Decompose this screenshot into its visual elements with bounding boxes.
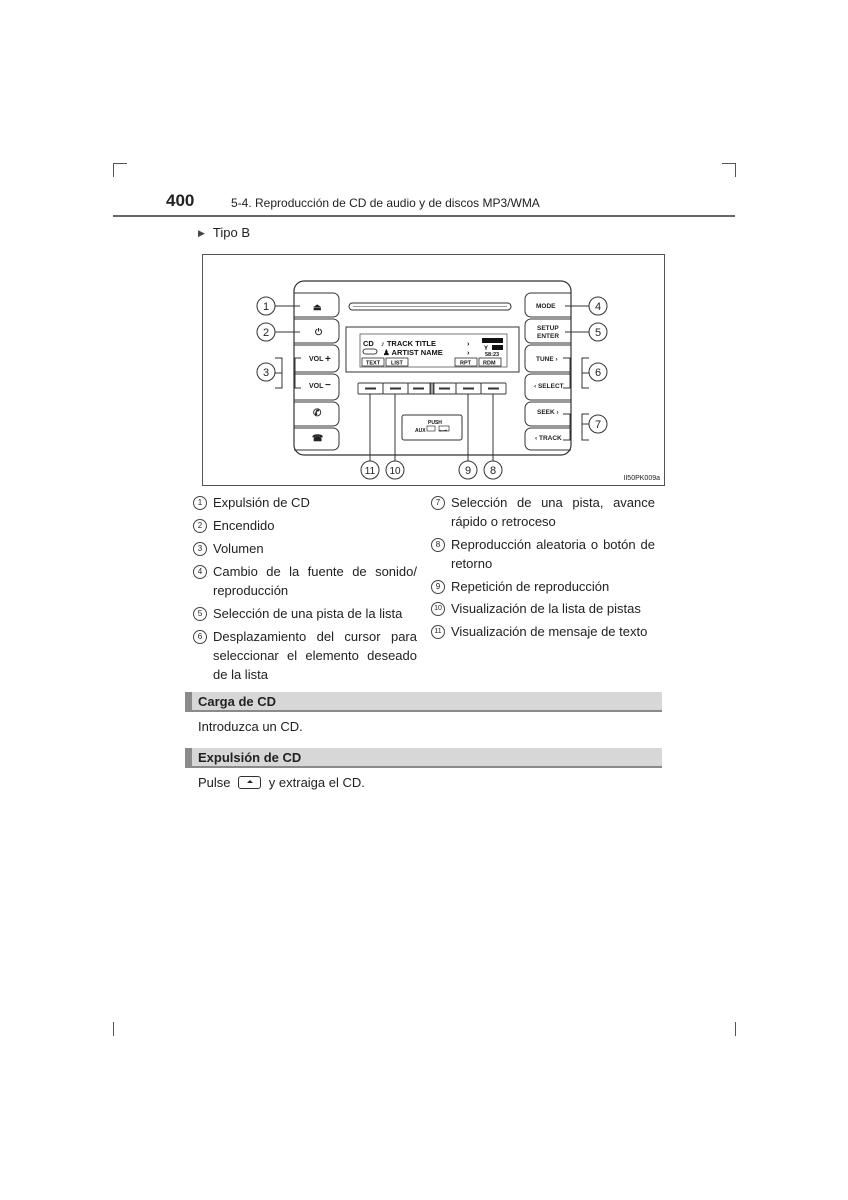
svg-text:⏻: ⏻: [315, 327, 323, 337]
svg-text:1: 1: [262, 301, 270, 313]
svg-text:4: 4: [594, 301, 602, 313]
legend-text: Reproducción aleatoria o botón de retorno: [451, 537, 655, 571]
crop-mark: [113, 163, 114, 177]
section-heading-expulsion: [185, 748, 662, 768]
body-text-after: y extraiga el CD.: [268, 775, 365, 790]
svg-text:6: 6: [594, 367, 602, 379]
triangle-bullet-icon: ▶: [198, 228, 205, 238]
legend-text: Encendido: [213, 518, 275, 533]
svg-text:Y: Y: [484, 346, 489, 352]
crop-mark: [735, 163, 736, 177]
legend-text: Visualización de la lista de pistas: [451, 601, 641, 616]
legend-text: Desplazamiento del cursor para seleccionar el elemento deseado de la lista: [213, 629, 417, 682]
svg-text:VOL: VOL: [309, 383, 324, 390]
svg-text:−: −: [325, 380, 331, 391]
section-body: Introduzca un CD.: [198, 719, 303, 734]
section-body: [198, 775, 365, 790]
legend-text: Repetición de reproducción: [451, 579, 610, 594]
legend-text: Selección de una pista, avance rápido o retroceso: [451, 495, 655, 529]
display-line1: ♪ TRACK TITLE: [381, 339, 436, 348]
radio-illustration: [203, 255, 664, 485]
svg-text:›: ›: [467, 348, 470, 357]
callout-number: 8: [431, 538, 445, 552]
svg-text:✆: ✆: [313, 408, 322, 419]
svg-text:+: +: [325, 354, 331, 365]
svg-text:⏏: ⏏: [313, 302, 322, 312]
svg-text:⭠⊸: ⭠⊸: [439, 428, 448, 434]
legend-item-2: [193, 516, 417, 535]
callout-number: 11: [431, 625, 445, 639]
callout-number: 5: [193, 607, 207, 621]
svg-text:‹ SELECT: ‹ SELECT: [534, 383, 564, 390]
callout-number: 6: [193, 630, 207, 644]
legend-text: Expulsión de CD: [213, 495, 310, 510]
legend-item-3: [193, 539, 417, 558]
display-source: CD: [363, 339, 374, 348]
svg-text:MODE: MODE: [536, 303, 556, 310]
section-title: Carga de CD: [198, 694, 277, 709]
body-text-before: Pulse: [198, 775, 231, 790]
crop-mark: [722, 163, 736, 164]
legend-text: Cambio de la fuente de sonido/ reproducción: [213, 564, 417, 598]
callout-number: 10: [431, 602, 445, 616]
figure-id: II50PK009a: [623, 475, 660, 482]
section-heading-carga: [185, 692, 662, 712]
svg-text:AUX: AUX: [415, 428, 426, 434]
legend-item-9: [431, 577, 655, 596]
svg-text:VOL: VOL: [309, 356, 324, 363]
usb-aux-panel: [402, 415, 462, 440]
legend-text: Volumen: [213, 541, 264, 556]
section-header: 5-4. Reproducción de CD de audio y de discos MP3/WMA: [231, 196, 540, 210]
section-title: Expulsión de CD: [198, 750, 302, 765]
callout-number: 2: [193, 519, 207, 533]
legend-item-1: [193, 493, 417, 512]
svg-text:PUSH: PUSH: [428, 420, 442, 426]
callout-number: 3: [193, 542, 207, 556]
legend-item-10: [431, 599, 655, 618]
svg-text:5: 5: [594, 327, 602, 339]
svg-text:9: 9: [464, 465, 472, 477]
svg-text:☎: ☎: [312, 433, 324, 443]
svg-text:TEXT: TEXT: [366, 360, 381, 367]
callout-number: 7: [431, 496, 445, 510]
header-rule: [113, 215, 735, 217]
subheading-text: Tipo B: [212, 225, 251, 240]
svg-text:3: 3: [262, 367, 270, 379]
eject-button-icon: [238, 776, 261, 789]
legend-text: Visualización de mensaje de texto: [451, 624, 648, 639]
crop-mark: [113, 1022, 114, 1036]
svg-text:RDM: RDM: [483, 360, 496, 367]
preset-buttons: [358, 383, 506, 394]
page-number: 400: [166, 191, 195, 210]
svg-text:TUNE ›: TUNE ›: [536, 356, 558, 363]
svg-text:SEEK ›: SEEK ›: [537, 409, 559, 416]
svg-text:ENTER: ENTER: [537, 333, 560, 340]
svg-text:7: 7: [594, 419, 602, 431]
legend-item-6: [193, 627, 417, 684]
crop-mark: [735, 1022, 736, 1036]
svg-text:RPT: RPT: [460, 360, 471, 367]
svg-text:11: 11: [364, 466, 376, 477]
subheading: [198, 225, 250, 240]
callout-number: 4: [193, 565, 207, 579]
svg-text:›: ›: [467, 339, 470, 348]
svg-text:‹ TRACK: ‹ TRACK: [535, 435, 562, 442]
display-line2: ♟ ARTIST NAME: [383, 348, 443, 357]
display-time: 58:23: [485, 352, 500, 358]
svg-text:2: 2: [262, 327, 270, 339]
crop-mark: [113, 163, 127, 164]
legend-item-11: [431, 622, 655, 641]
callout-number: 1: [193, 496, 207, 510]
svg-text:LIST: LIST: [391, 360, 403, 367]
legend-text: Selección de una pista de la lista: [213, 606, 403, 621]
svg-text:8: 8: [489, 465, 497, 477]
callout-number: 9: [431, 580, 445, 594]
legend-item-4: [193, 562, 417, 600]
legend-item-8: [431, 535, 655, 573]
svg-text:10: 10: [389, 466, 401, 477]
legend-item-5: [193, 604, 417, 623]
radio-figure: [202, 254, 665, 486]
legend-item-7: [431, 493, 655, 531]
svg-text:SETUP: SETUP: [537, 325, 559, 332]
